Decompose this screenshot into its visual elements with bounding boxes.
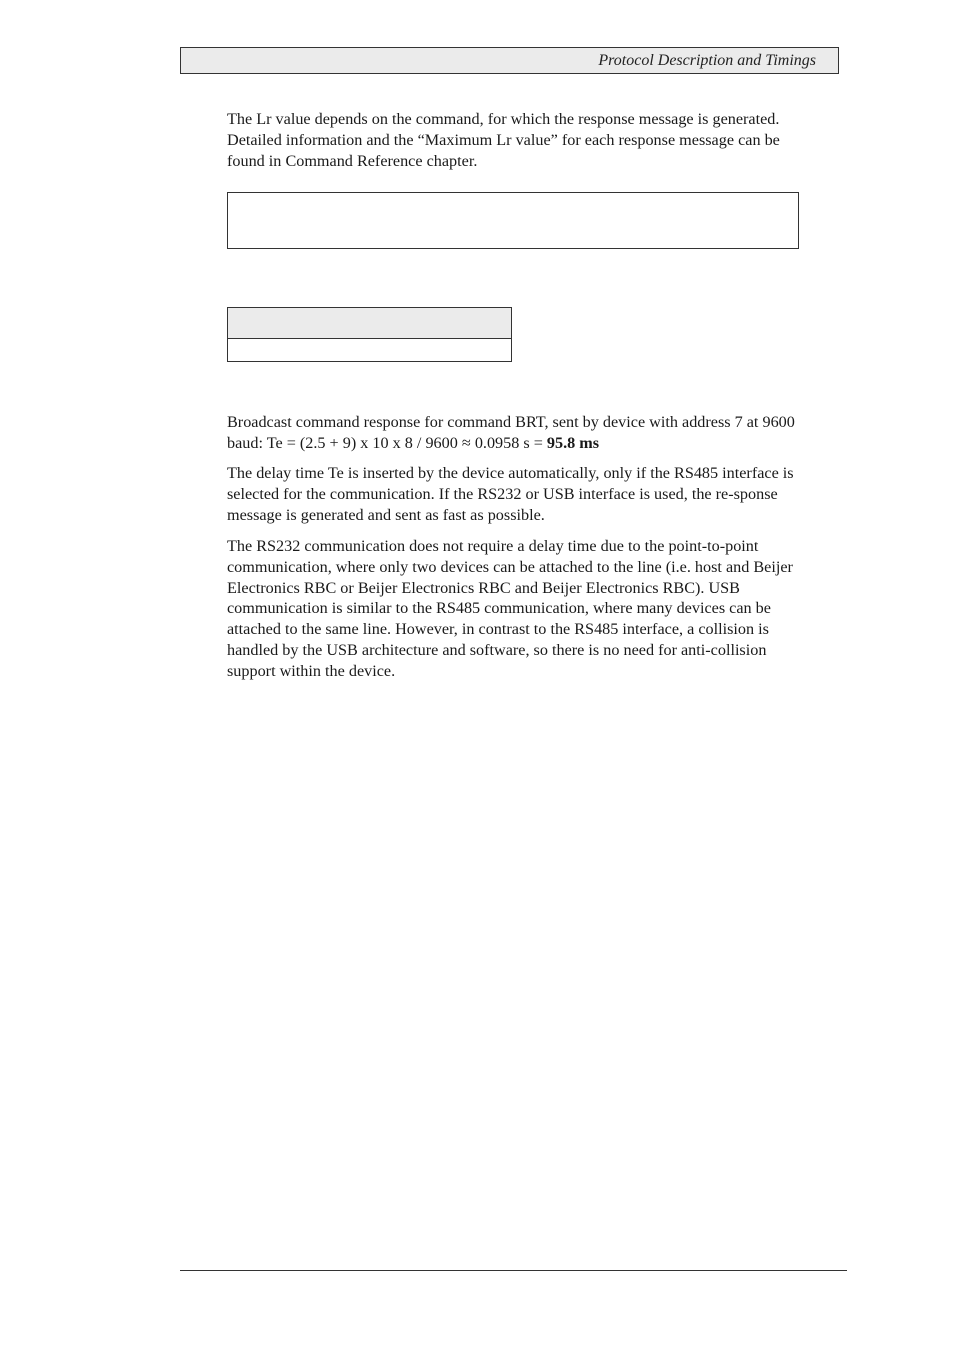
intro-paragraph: The Lr value depends on the command, for which the response message is generated. Detailed information and the “Maximum Lr value” for each response message can be found in Command Reference chapter.: [227, 110, 780, 170]
rs232-paragraph: The RS232 communication does not require a delay time due to the point-to-point communication, where only two devices can be attached to the line (i.e. host and Beijer Electronics RBC or Beijer Electronics RBC and Beijer Electronics RBC). USB communication is similar to the RS485 communication, where many devices can be attached to the same line. However, in contrast to the RS485 interface, a collision is handled by the USB architecture and software, so there is no need for anti-collision support within the device.: [227, 537, 793, 680]
footer-rule: [180, 1270, 847, 1271]
example-text: Broadcast command response for command BRT, sent by device with address 7 at 9600 baud: Te = (2.5 + 9) x 10 x 8 / 9600 ≈ 0.0958 s =: [227, 413, 795, 452]
table-header-row: [228, 308, 512, 339]
example-paragraph: [227, 412, 799, 454]
table-cell: [228, 339, 512, 362]
example-result: 95.8 ms: [546, 433, 600, 452]
table-header-cell: [228, 308, 512, 339]
delay-paragraph: The delay time Te is inserted by the device automatically, only if the RS485 interface is selected for the communication. If the RS232 or USB interface is used, the re-sponse message is generated and sent as fast as possible.: [227, 464, 794, 524]
formula-box: [227, 192, 799, 249]
header-title: Protocol Description and Timings: [598, 52, 816, 69]
timing-table: [227, 307, 512, 362]
table-row: [228, 339, 512, 362]
page-header: [180, 47, 839, 74]
